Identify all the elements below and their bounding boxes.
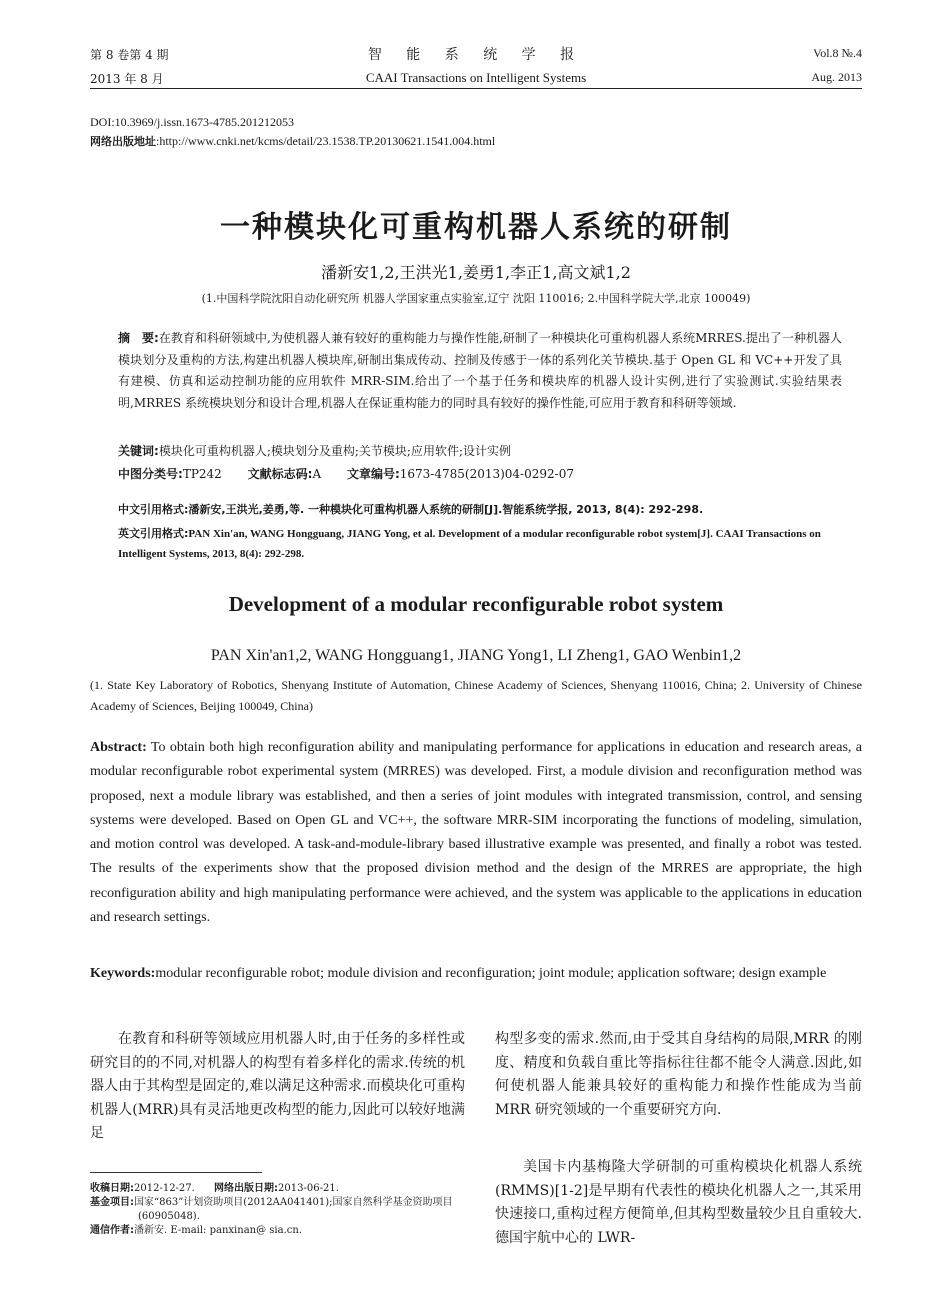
citation-cn-label: 中文引用格式: xyxy=(118,503,189,516)
keywords-en xyxy=(90,962,862,986)
body-right-paragraph-1: 构型多变的需求.然而,由于受其自身结构的局限,MRR 的刚度、精度和负载自重比等指标往往都不能令人满意.因此,如何使机器人能兼具较好的重构能力和操作性能成为当前 MRR 研究领域的一个重要研究方向. xyxy=(495,1031,862,1118)
clc-value: TP242 xyxy=(182,467,222,481)
online-date-label: 网络出版日期: xyxy=(214,1183,279,1194)
online-date: 2013-06-21. xyxy=(278,1183,339,1194)
abstract-cn-text: 在教育和科研领域中,为使机器人兼有较好的重构能力与操作性能,研制了一种模块化可重构机器人系统MRRES.提出了一种机器人模块划分及重构的方法,构建出机器人模块库,研制出集成传动、控制及传感于一体的系列化关节模块.基于 Open GL 和 VC++开发了具有建模、仿真和运动控制功能的应用软件 MRR-SIM.给出了一个基于任务和模块库的机器人设计实例,进行了实验测试.实验结果表明,MRRES 系统模块划分和设计合理,机器人在保证重构能力的同时具有较好的操作性能,可应用于教育和科研等领域. xyxy=(118,331,842,410)
article-number-label: 文章编号: xyxy=(346,467,400,481)
header-rule xyxy=(90,88,862,89)
keywords-en-label: Keywords: xyxy=(90,966,156,981)
clc-label: 中图分类号: xyxy=(118,467,183,481)
doi: DOI:10.3969/j.issn.1673-4785.201212053 xyxy=(90,115,294,129)
date-en: Aug. 2013 xyxy=(811,70,862,84)
keywords-cn-text: 模块化可重构机器人;模块划分及重构;关节模块;应用软件;设计实例 xyxy=(158,444,511,458)
authors-en: PAN Xin'an1,2, WANG Hongguang1, JIANG Yong1, LI Zheng1, GAO Wenbin1,2 xyxy=(210,647,742,664)
volume-en: Vol.8 №.4 xyxy=(813,46,862,60)
issue-cn: 第 8 卷第 4 期 xyxy=(90,48,169,62)
article-number-value: 1673-4785(2013)04-0292-07 xyxy=(399,467,574,481)
body-left-column: 在教育和科研等领域应用机器人时,由于任务的多样性或研究目的的不同,对机器人的构型有着多样化的需求.传统的机器人由于其构型是固定的,难以满足这种需求.而模块化可重构机器人(MRR)具有灵活地更改构型的能力,因此可以较好地满足 xyxy=(90,1031,465,1141)
abstract-en xyxy=(90,736,862,930)
abstract-en-label: Abstract: xyxy=(90,740,147,755)
doc-code-value: A xyxy=(312,467,322,481)
keywords-en-text: modular reconfigurable robot; module division and reconfiguration; joint module; application software; design example xyxy=(155,966,827,981)
citation-en-label: 英文引用格式: xyxy=(118,527,189,540)
footnote-fund xyxy=(90,1196,470,1224)
footnote-rule xyxy=(90,1172,262,1173)
citation-en-text: PAN Xin'an, WANG Hongguang, JIANG Yong, et al. Development of a modular reconfigurable robot system[J]. CAAI Transactions on Intelligent Systems, 2013, 8(4): 292-298. xyxy=(118,528,821,560)
body-right-paragraph-2: 美国卡内基梅隆大学研制的可重构模块化机器人系统(RMMS)[1-2]是早期有代表性的模块化机器人之一,其采用快速接口,重构过程方便简单,但其构型数量较少且自重较大.德国宇航中心的 LWR- xyxy=(495,1159,862,1246)
keywords-cn xyxy=(118,442,511,459)
abstract-cn xyxy=(118,328,842,414)
citation-cn-text: 潘新安,王洪光,姜勇,等. 一种模块化可重构机器人系统的研制[J].智能系统学报, 2013, 8(4): 292-298. xyxy=(188,503,704,516)
received-label: 收稿日期: xyxy=(90,1183,134,1194)
online-address-label: 网络出版地址 xyxy=(90,135,156,148)
authors-cn: 潘新安1,2,王洪光1,姜勇1,李正1,高文斌1,2 xyxy=(321,263,631,282)
paper-title-en: Development of a modular reconfigurable robot system xyxy=(228,592,724,616)
citation-cn xyxy=(118,500,842,520)
keywords-cn-label: 关键词: xyxy=(118,444,159,458)
footnote-author xyxy=(90,1224,470,1238)
paper-title-cn: 一种模块化可重构机器人系统的研制 xyxy=(220,210,732,245)
online-address xyxy=(90,133,495,150)
journal-title-en: CAAI Transactions on Intelligent Systems xyxy=(365,70,587,85)
fund-text: 国家“863”计划资助项目(2012AA041401);国家自然科学基金资助项目(60905048). xyxy=(134,1197,453,1222)
classification-line xyxy=(118,465,574,482)
received-date: 2012-12-27. xyxy=(134,1183,195,1194)
corresponding-author: 潘新安. E-mail: panxinan@ sia.cn. xyxy=(134,1225,302,1236)
date-cn: 2013 年 8 月 xyxy=(90,72,164,86)
journal-title-cn: 智 能 系 统 学 报 xyxy=(367,47,585,63)
citation-en xyxy=(118,524,842,564)
fund-label: 基金项目: xyxy=(90,1197,134,1208)
affiliations-en: (1. State Key Laboratory of Robotics, Shenyang Institute of Automation, Chinese Academy of Sciences, Shenyang 110016, China; 2. University of Chinese Academy of Sciences, Beijing 100049, China) xyxy=(90,678,862,713)
doc-code-label: 文献标志码: xyxy=(247,467,313,481)
footnotes xyxy=(90,1182,470,1238)
footnote-dates xyxy=(90,1182,470,1196)
abstract-en-text: To obtain both high reconfiguration ability and manipulating performance for applications in education and research areas, a modular reconfigurable robot experimental system (MRRES) was developed. First, a module division and reconfiguration method was proposed, next a module library was established, and then a series of joint modules with integrated transmission, control, and sensing systems were developed. Based on Open GL and VC++, the software MRR-SIM incorporating the functions of modeling, simulation, and motion control was developed. A task-and-module-library based illustrative example was presented, and finally a robot was tested. The results of the experiments show that the proposed division method and the design of the MRRES are appropriate, the high reconfiguration ability and high manipulating performance were achieved, and the system was applicable to the applications in education and research settings. xyxy=(90,740,862,926)
corresponding-author-label: 通信作者: xyxy=(90,1225,134,1236)
online-address-url[interactable]: :http://www.cnki.net/kcms/detail/23.1538.TP.20130621.1541.004.html xyxy=(156,134,496,148)
abstract-cn-label: 摘 要: xyxy=(118,331,159,345)
affiliations-cn: (1.中国科学院沈阳自动化研究所 机器人学国家重点实验室,辽宁 沈阳 110016; 2.中国科学院大学,北京 100049) xyxy=(201,292,751,305)
